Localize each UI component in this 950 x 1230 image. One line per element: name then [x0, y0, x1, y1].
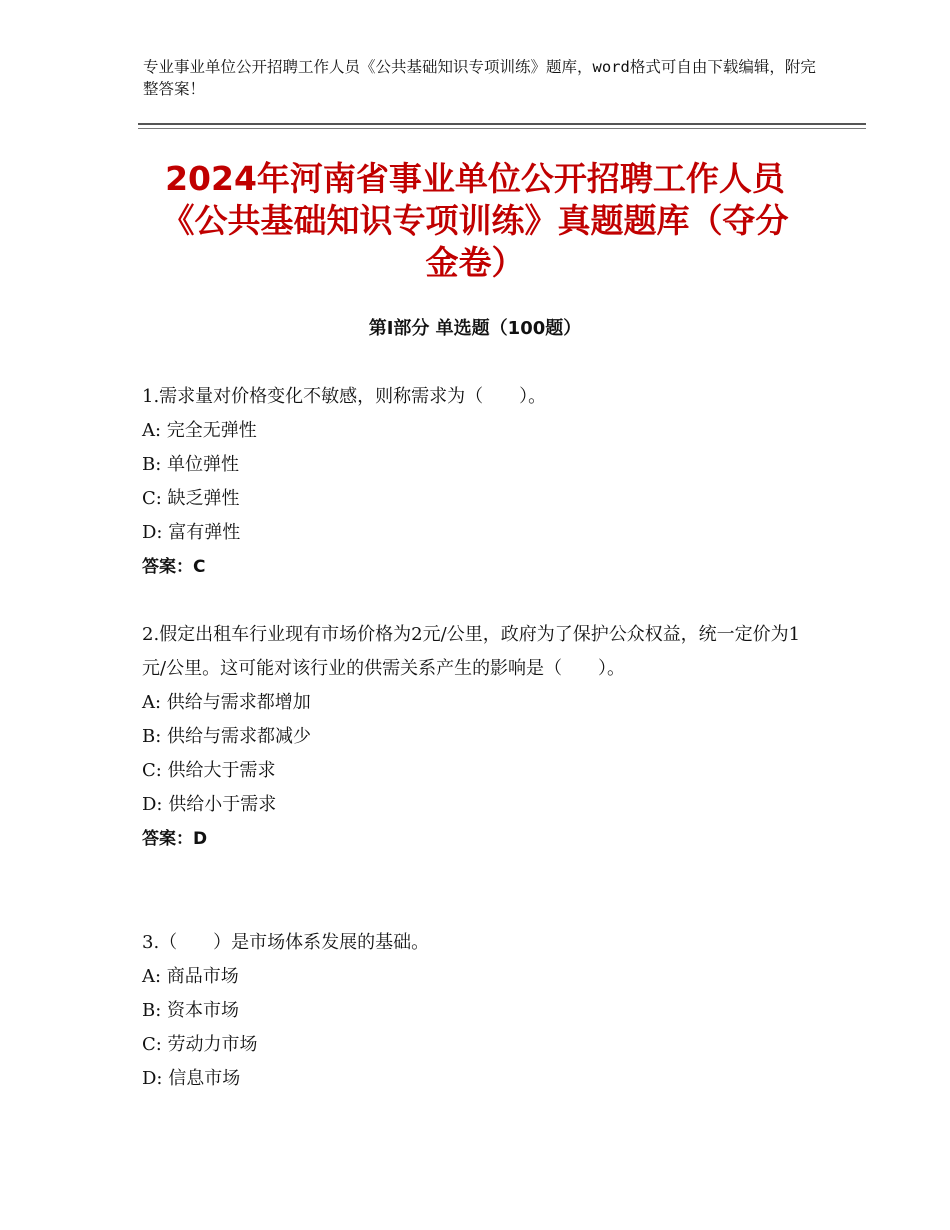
option-b: B: 供给与需求都减少 — [142, 726, 312, 747]
header-divider-thick — [138, 123, 866, 125]
option-b: B: 资本市场 — [142, 1000, 240, 1021]
question-2 — [142, 618, 822, 856]
option-d: D: 供给小于需求 — [142, 794, 277, 815]
option-d: D: 富有弹性 — [142, 522, 241, 543]
option-d: D: 信息市场 — [142, 1068, 241, 1089]
question-1 — [142, 380, 822, 584]
header-note: 专业事业单位公开招聘工作人员《公共基础知识专项训练》题库，word格式可自由下载编辑，附完整答案！ — [143, 58, 816, 98]
question-stem: 2.假定出租车行业现有市场价格为2元/公里，政府为了保护公众权益，统一定价为1元/公里。这可能对该行业的供需关系产生的影响是（ ）。 — [142, 624, 801, 679]
option-b: B: 单位弹性 — [142, 454, 240, 475]
document-title: 2024年河南省事业单位公开招聘工作人员《公共基础知识专项训练》真题题库（夺分金卷） — [161, 159, 789, 282]
option-c: C: 供给大于需求 — [142, 760, 276, 781]
question-3 — [142, 926, 822, 1096]
option-a: A: 供给与需求都增加 — [142, 692, 311, 713]
answer-label: 答案：C — [142, 557, 206, 577]
option-a: A: 完全无弹性 — [142, 420, 257, 441]
option-a: A: 商品市场 — [142, 966, 239, 987]
question-stem: 3.（ ）是市场体系发展的基础。 — [142, 932, 430, 953]
answer-label: 答案：D — [142, 829, 208, 849]
question-stem: 1.需求量对价格变化不敏感，则称需求为（ ）。 — [142, 386, 547, 407]
section-title: 第Ⅰ部分 单选题（100题） — [368, 318, 582, 339]
header-divider-thin — [138, 128, 866, 129]
option-c: C: 劳动力市场 — [142, 1034, 258, 1055]
option-c: C: 缺乏弹性 — [142, 488, 240, 509]
